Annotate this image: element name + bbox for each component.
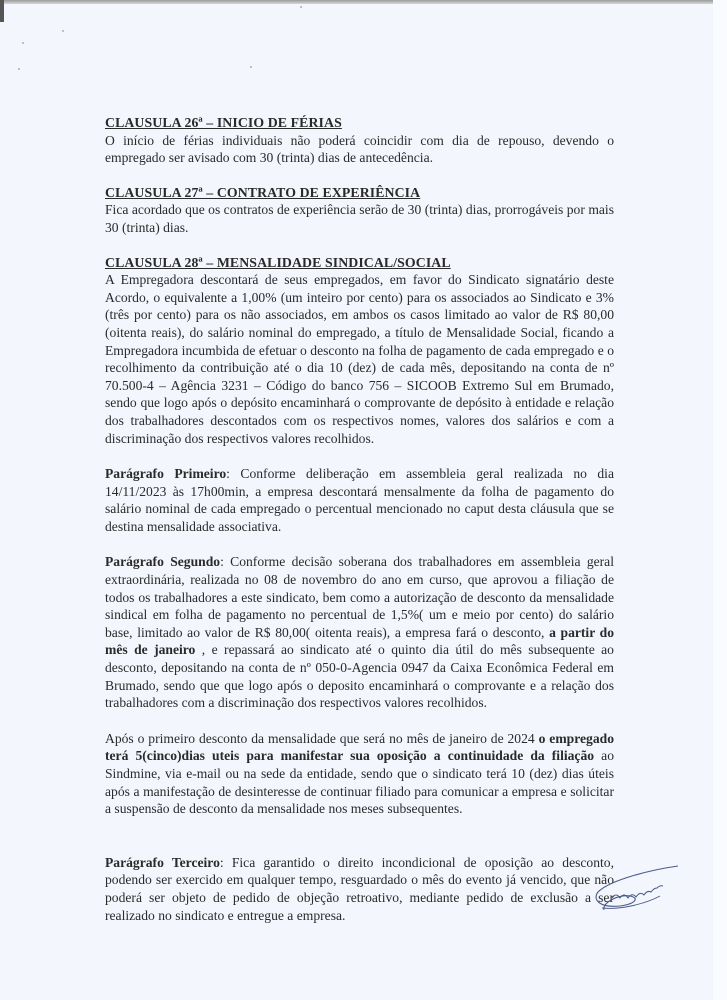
paragrafo-terceiro-text: : Fica garantido o direito incondicional de oposição ao desconto, podendo ser exercido em qualquer tempo, resguardado o mês do evento já vencido, que não poderá ser objeto de pedido de objeção retroativo, mediante pedido de exclusão a ser realizado no sindicato e entregue a empresa. xyxy=(105,854,614,923)
paragrafo-terceiro xyxy=(105,854,614,924)
paragrafo-primeiro xyxy=(105,465,614,535)
scan-top-edge xyxy=(0,0,727,4)
scan-speck xyxy=(250,66,252,68)
paragrafo-primeiro-label: Parágrafo Primeiro xyxy=(105,466,227,482)
scan-right-margin xyxy=(713,0,727,1000)
paragrafo-segundo-text-after: , e repassará ao sindicato até o quinto dia útil do mês subsequente ao desconto, depositando na conta de nº 050-0-Agencia 0947 da Caixa Econômica Federal em Brumado, sendo que que logo após o deposito encaminhará o comprovante e a relação dos trabalhadores com a discriminação dos respectivos valores recolhidos. xyxy=(105,642,614,711)
paragrafo-segundo-bold: a partir do mês de janeiro xyxy=(105,624,614,658)
clause-27-title: CLAUSULA 27ª – CONTRATO DE EXPERIÊNCIA xyxy=(105,184,421,200)
clause-26-body: O início de férias individuais não poderá coincidir com dia de repouso, devendo o empregado ser avisado com 30 (trinta) dias de antecedência. xyxy=(105,132,614,166)
scan-left-edge xyxy=(0,0,4,22)
scan-speck xyxy=(22,42,24,44)
apos-text-before: Após o primeiro desconto da mensalidade que será no mês de janeiro de 2024 xyxy=(105,730,539,746)
paragrafo-segundo-text-before: : Conforme decisão soberana dos trabalhadores em assembleia geral extraordinária, realizada no 08 de novembro do ano em curso, que aprovou a filiação de todos os trabalhadores a este sindicato, bem como a autorização de desconto da mensalidade sindical em folha de pagamento no percentual de 1,5%( um e meio por cento) do salário base, limitado ao valor de R$ 80,00( oitenta reais), a empresa fará o desconto, xyxy=(105,554,614,640)
signature-icon xyxy=(590,858,688,918)
clause-28 xyxy=(105,254,614,448)
clause-27-body: Fica acordado que os contratos de experiência serão de 30 (trinta) dias, prorrogáveis por mais 30 (trinta) dias. xyxy=(105,202,614,235)
scan-speck xyxy=(62,30,64,32)
clause-28-title: CLAUSULA 28ª – MENSALIDADE SINDICAL/SOCIAL xyxy=(105,254,451,270)
clause-27 xyxy=(105,184,614,237)
apos-bold: o empregado terá 5(cinco)dias uteis para manifestar sua oposição a continuidade da filiação xyxy=(105,730,614,764)
apos-text-after: ao Sindmine, via e-mail ou na sede da entidade, sendo que o sindicato terá 10 (dez) dias úteis após a manifestação de desinteresse de continuar filiado para comunicar a empresa e solicitar a suspensão de desconto da mensalidade nos meses subsequentes. xyxy=(105,748,615,817)
document-page xyxy=(105,114,614,924)
scan-speck xyxy=(300,6,302,8)
scan-speck xyxy=(18,68,20,70)
paragrafo-terceiro-label: Parágrafo Terceiro xyxy=(105,854,220,870)
clause-28-body: A Empregadora descontará de seus empregados, em favor do Sindicato signatário deste Acordo, o equivalente a 1,00% (um inteiro por cento) para os associados ao Sindicato e 3% (três por cento) para os não associados, em ambos os casos limitado ao valor de R$ 80,00 (oitenta reais), do salário nominal do empregado, a título de Mensalidade Social, ficando a Empregadora incumbida de efetuar o desconto na folha de pagamento de cada empregado e o recolhimento da contribuição até o dia 10 (dez) de cada mês, depositando na conta de nº 70.500-4 – Agência 3231 – Código do banco 756 – SICOOB Extremo Sul em Brumado, sendo que logo após o depósito encaminhará o comprovante de depósito à entidade e relação dos trabalhadores descontados com os respectivos nomes, valores dos salários e com a discriminação dos respectivos valores recolhidos. xyxy=(105,272,614,446)
clause-26 xyxy=(105,114,614,167)
paragrafo-primeiro-text: : Conforme deliberação em assembleia geral realizada no dia 14/11/2023 às 17h00min, a empresa descontará mensalmente da folha de pagamento do salário nominal de cada empregado o percentual mencionado no caput desta cláusula que se destina mensalidade associativa. xyxy=(105,466,614,534)
paragrafo-segundo-label: Parágrafo Segundo xyxy=(105,554,221,570)
clause-26-title: CLAUSULA 26ª – INICIO DE FÉRIAS xyxy=(105,115,342,130)
paragrafo-segundo xyxy=(105,553,614,711)
apos-primeiro-desconto xyxy=(105,730,614,818)
